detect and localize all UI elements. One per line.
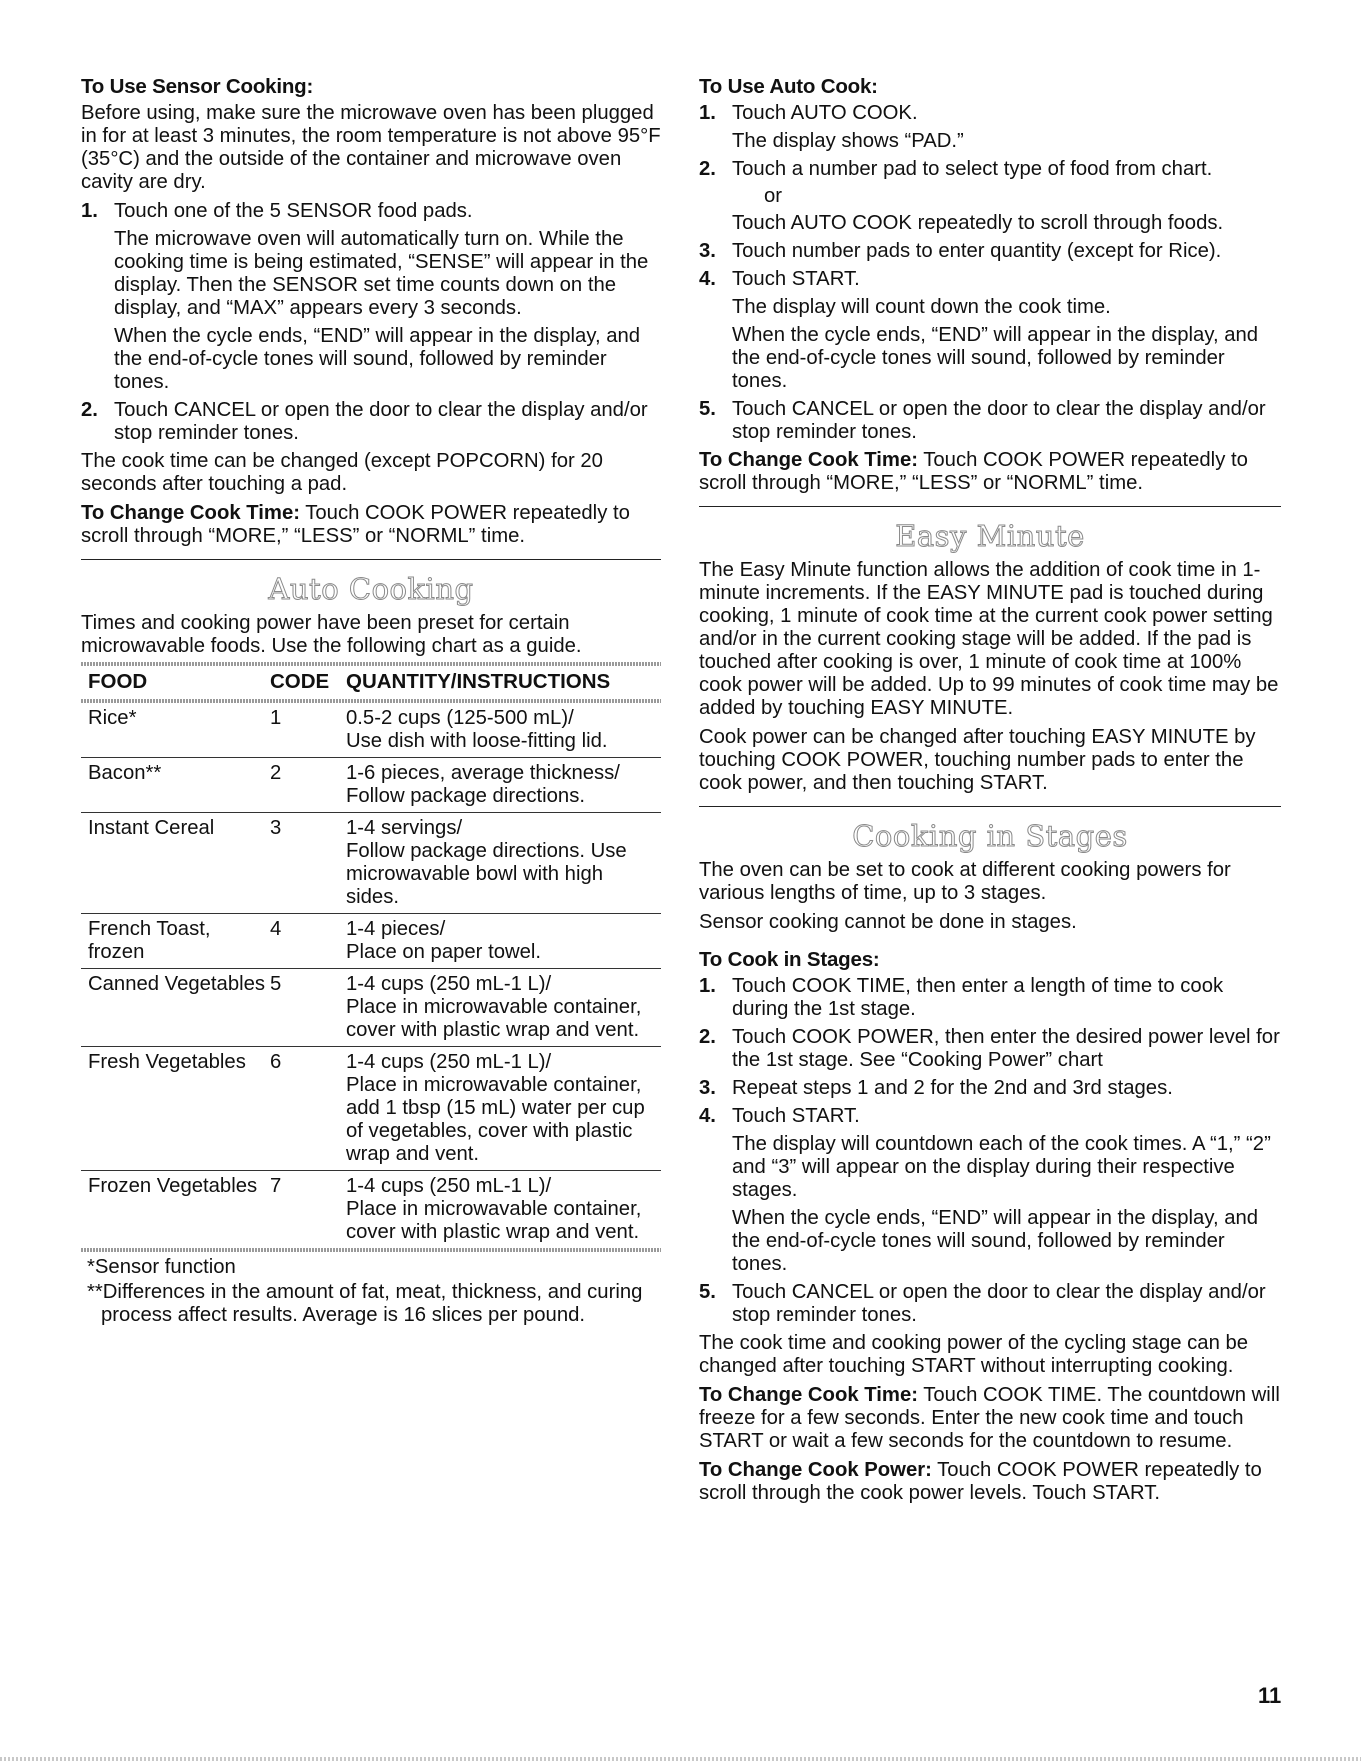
quantity-text: 1-4 cups (250 mL-1 L)/ (346, 1051, 552, 1073)
auto-cooking-section (81, 572, 661, 1327)
step-text: Touch START. (732, 1105, 860, 1127)
step-number: 1. (699, 975, 716, 997)
step-text: Touch CANCEL or open the door to clear the display and/or stop reminder tones. (732, 398, 1266, 443)
change-cook-power-text: Touch COOK POWER repeatedly to scroll through the cook power levels. Touch START. (699, 1459, 1262, 1504)
table-row (81, 1047, 661, 1171)
table-header-row (81, 666, 661, 699)
quantity-cell (346, 1171, 661, 1249)
instruction-text: Follow package directions. (346, 785, 585, 807)
sensor-cooking-heading: To Use Sensor Cooking: (81, 75, 314, 98)
code-cell: 2 (266, 758, 346, 813)
step-text: Touch START. (732, 268, 860, 290)
step-detail: The microwave oven will automatically turn on. While the cooking time is being estimated, “SENSE” will appear in the display. Then the SENSOR set time counts down on the display, and “MAX” appears every 3 seconds. (114, 228, 649, 319)
cooking-in-stages-section (699, 819, 1281, 1505)
section-divider (699, 806, 1281, 807)
step-number: 5. (699, 1281, 716, 1303)
auto-cooking-table (81, 666, 661, 699)
change-cook-time-text: Touch COOK POWER repeatedly to scroll through “MORE,” “LESS” or “NORML” time. (81, 502, 630, 547)
auto-cook-step-3 (699, 240, 1281, 263)
sensor-intro: Before using, make sure the microwave oven has been plugged in for at least 3 minutes, the room temperature is not above 95°F (35°C) and the outside of the container and microwave oven cavity are dry. (81, 102, 661, 193)
sensor-cooking-section (81, 75, 661, 548)
instruction-text: Follow package directions. Use microwavable bowl with high sides. (346, 840, 627, 908)
step-text: Touch CANCEL or open the door to clear the display and/or stop reminder tones. (732, 1281, 1266, 1326)
stages-step-1 (699, 975, 1281, 1021)
step-number: 4. (699, 268, 716, 290)
change-cook-time-label: To Change Cook Time: (81, 502, 300, 524)
sensor-note: The cook time can be changed (except POPCORN) for 20 seconds after touching a pad. (81, 450, 603, 495)
section-divider (81, 559, 661, 560)
sensor-steps (81, 200, 661, 445)
food-cell: Bacon** (81, 758, 266, 813)
table-bottom-border (81, 1248, 661, 1252)
header-food: FOOD (88, 670, 148, 693)
table-row (81, 813, 661, 914)
step-text: Touch number pads to enter quantity (except for Rice). (732, 240, 1222, 262)
header-code: CODE (270, 670, 330, 693)
quantity-cell (346, 969, 661, 1047)
stages-paragraph-2: Sensor cooking cannot be done in stages. (699, 911, 1077, 933)
stages-paragraph-1: The oven can be set to cook at different cooking powers for various lengths of time, up to 3 stages. (699, 859, 1231, 904)
quantity-cell (346, 813, 661, 914)
step-detail: The display will countdown each of the cook times. A “1,” “2” and “3” will appear on the display during their respective stages. (732, 1133, 1271, 1201)
food-cell: Fresh Vegetables (81, 1047, 266, 1171)
change-cook-power-label: To Change Cook Power: (699, 1459, 932, 1481)
food-cell: Rice* (81, 703, 266, 758)
instruction-text: Place in microwavable container, add 1 tbsp (15 mL) water per cup of vegetables, cover with plastic wrap and vent. (346, 1074, 645, 1165)
step-number: 2. (699, 158, 716, 180)
scan-edge (0, 1757, 1361, 1761)
footnote-sensor: *Sensor function (87, 1256, 236, 1278)
auto-cook-step-4 (699, 268, 1281, 393)
auto-cook-step-5 (699, 398, 1281, 444)
sensor-step-1 (81, 200, 661, 394)
step-number: 2. (81, 399, 98, 421)
code-cell: 3 (266, 813, 346, 914)
stages-change-cook-time (699, 1384, 1281, 1453)
auto-cooking-intro: Times and cooking power have been preset for certain microwavable foods. Use the following chart as a guide. (81, 612, 582, 657)
auto-cook-heading: To Use Auto Cook: (699, 75, 878, 98)
step-detail: When the cycle ends, “END” will appear in the display, and the end-of-cycle tones will sound, followed by reminder tones. (732, 324, 1259, 392)
quantity-text: 1-4 pieces/ (346, 918, 446, 940)
step-number: 2. (699, 1026, 716, 1048)
table-row (81, 969, 661, 1047)
quantity-text: 1-4 cups (250 mL-1 L)/ (346, 973, 552, 995)
instruction-text: Place in microwavable container, cover with plastic wrap and vent. (346, 996, 642, 1041)
easy-minute-paragraph-1: The Easy Minute function allows the addition of cook time in 1-minute increments. If the EASY MINUTE pad is touched during cooking, 1 minute of cook time at the current cook power setting and/or in the current cooking stage will be added. If the pad is touched after cooking is over, 1 minute of cook time at 100% cook power will be added. Up to 99 minutes of cook time may be added by touching EASY MINUTE. (699, 559, 1279, 719)
cooking-in-stages-title: Cooking in Stages (852, 819, 1128, 853)
step-text: Touch COOK TIME, then enter a length of time to cook during the 1st stage. (732, 975, 1224, 1020)
table-row (81, 1171, 661, 1249)
code-cell: 4 (266, 914, 346, 969)
change-cook-time-text: Touch COOK POWER repeatedly to scroll through “MORE,” “LESS” or “NORML” time. (699, 449, 1248, 494)
stages-steps (699, 975, 1281, 1327)
sensor-step-2 (81, 399, 661, 445)
stages-step-2 (699, 1026, 1281, 1072)
left-column (81, 70, 661, 1329)
auto-cooking-table-body (81, 703, 661, 1248)
quantity-cell (346, 914, 661, 969)
table-row (81, 703, 661, 758)
change-cook-time-label: To Change Cook Time: (699, 449, 918, 471)
quantity-cell (346, 1047, 661, 1171)
stages-change-cook-power (699, 1459, 1281, 1505)
stages-step-4 (699, 1105, 1281, 1276)
right-column (699, 70, 1281, 1511)
table-footnotes (81, 1256, 661, 1327)
auto-cook-step-2 (699, 158, 1281, 235)
step-detail: When the cycle ends, “END” will appear in the display, and the end-of-cycle tones will sound, followed by reminder tones. (732, 1207, 1259, 1275)
cook-in-stages-heading: To Cook in Stages: (699, 948, 880, 971)
step-text: Touch a number pad to select type of food from chart. (732, 158, 1213, 180)
step-number: 1. (699, 102, 716, 124)
code-cell: 6 (266, 1047, 346, 1171)
auto-cook-change-cook-time (699, 449, 1281, 495)
auto-cook-section (699, 75, 1281, 495)
auto-cooking-title: Auto Cooking (268, 572, 474, 606)
section-divider (699, 506, 1281, 507)
footnote-bacon: **Differences in the amount of fat, meat, thickness, and curing process affect results. Average is 16 slices per pound. (87, 1281, 643, 1326)
stages-step-5 (699, 1281, 1281, 1327)
auto-cook-step-1 (699, 102, 1281, 153)
change-cook-time-label: To Change Cook Time: (699, 1384, 918, 1406)
step-number: 3. (699, 1077, 716, 1099)
step-or: or (764, 185, 783, 207)
quantity-text: 1-4 cups (250 mL-1 L)/ (346, 1175, 552, 1197)
table-row (81, 914, 661, 969)
step-text: Touch AUTO COOK. (732, 102, 918, 124)
stages-step-3 (699, 1077, 1281, 1100)
step-text: Repeat steps 1 and 2 for the 2nd and 3rd stages. (732, 1077, 1173, 1099)
code-cell: 1 (266, 703, 346, 758)
step-number: 1. (81, 200, 98, 222)
quantity-cell (346, 758, 661, 813)
instruction-text: Place on paper towel. (346, 941, 542, 963)
easy-minute-section (699, 519, 1281, 795)
instruction-text: Place in microwavable container, cover with plastic wrap and vent. (346, 1198, 642, 1243)
quantity-text: 0.5-2 cups (125-500 mL)/ (346, 707, 574, 729)
food-cell: Instant Cereal (81, 813, 266, 914)
header-quantity: QUANTITY/INSTRUCTIONS (346, 670, 611, 693)
food-cell: Frozen Vegetables (88, 1175, 258, 1197)
quantity-text: 1-6 pieces, average thickness/ (346, 762, 620, 784)
step-detail: The display shows “PAD.” (732, 130, 964, 152)
step-text: Touch COOK POWER, then enter the desired power level for the 1st stage. See “Cooking Power” chart (732, 1026, 1280, 1071)
easy-minute-title: Easy Minute (895, 519, 1085, 553)
step-number: 5. (699, 398, 716, 420)
step-text: Touch one of the 5 SENSOR food pads. (114, 200, 473, 222)
step-detail: The display will count down the cook time. (732, 296, 1111, 318)
sensor-change-cook-time (81, 502, 661, 548)
food-cell: Canned Vegetables (81, 969, 266, 1047)
stages-note: The cook time and cooking power of the cycling stage can be changed after touching START without interrupting cooking. (699, 1332, 1249, 1377)
page-number: 11 (1258, 1683, 1282, 1708)
easy-minute-paragraph-2: Cook power can be changed after touching EASY MINUTE by touching COOK POWER, touching number pads to enter the cook power, and then touching START. (699, 726, 1256, 794)
step-text: Touch CANCEL or open the door to clear the display and/or stop reminder tones. (114, 399, 648, 444)
table-row (81, 758, 661, 813)
change-cook-time-text: Touch COOK TIME. The countdown will freeze for a few seconds. Enter the new cook time and touch START or wait a few seconds for the countdown to resume. (699, 1384, 1280, 1452)
step-alternative: Touch AUTO COOK repeatedly to scroll through foods. (732, 212, 1224, 234)
step-number: 3. (699, 240, 716, 262)
auto-cook-steps (699, 102, 1281, 444)
code-cell: 5 (266, 969, 346, 1047)
code-cell: 7 (270, 1175, 282, 1197)
quantity-cell (346, 703, 661, 758)
step-detail: When the cycle ends, “END” will appear in the display, and the end-of-cycle tones will sound, followed by reminder tones. (114, 325, 641, 393)
quantity-text: 1-4 servings/ (346, 817, 463, 839)
food-cell: French Toast, frozen (81, 914, 266, 969)
instruction-text: Use dish with loose-fitting lid. (346, 730, 608, 752)
step-number: 4. (699, 1105, 716, 1127)
